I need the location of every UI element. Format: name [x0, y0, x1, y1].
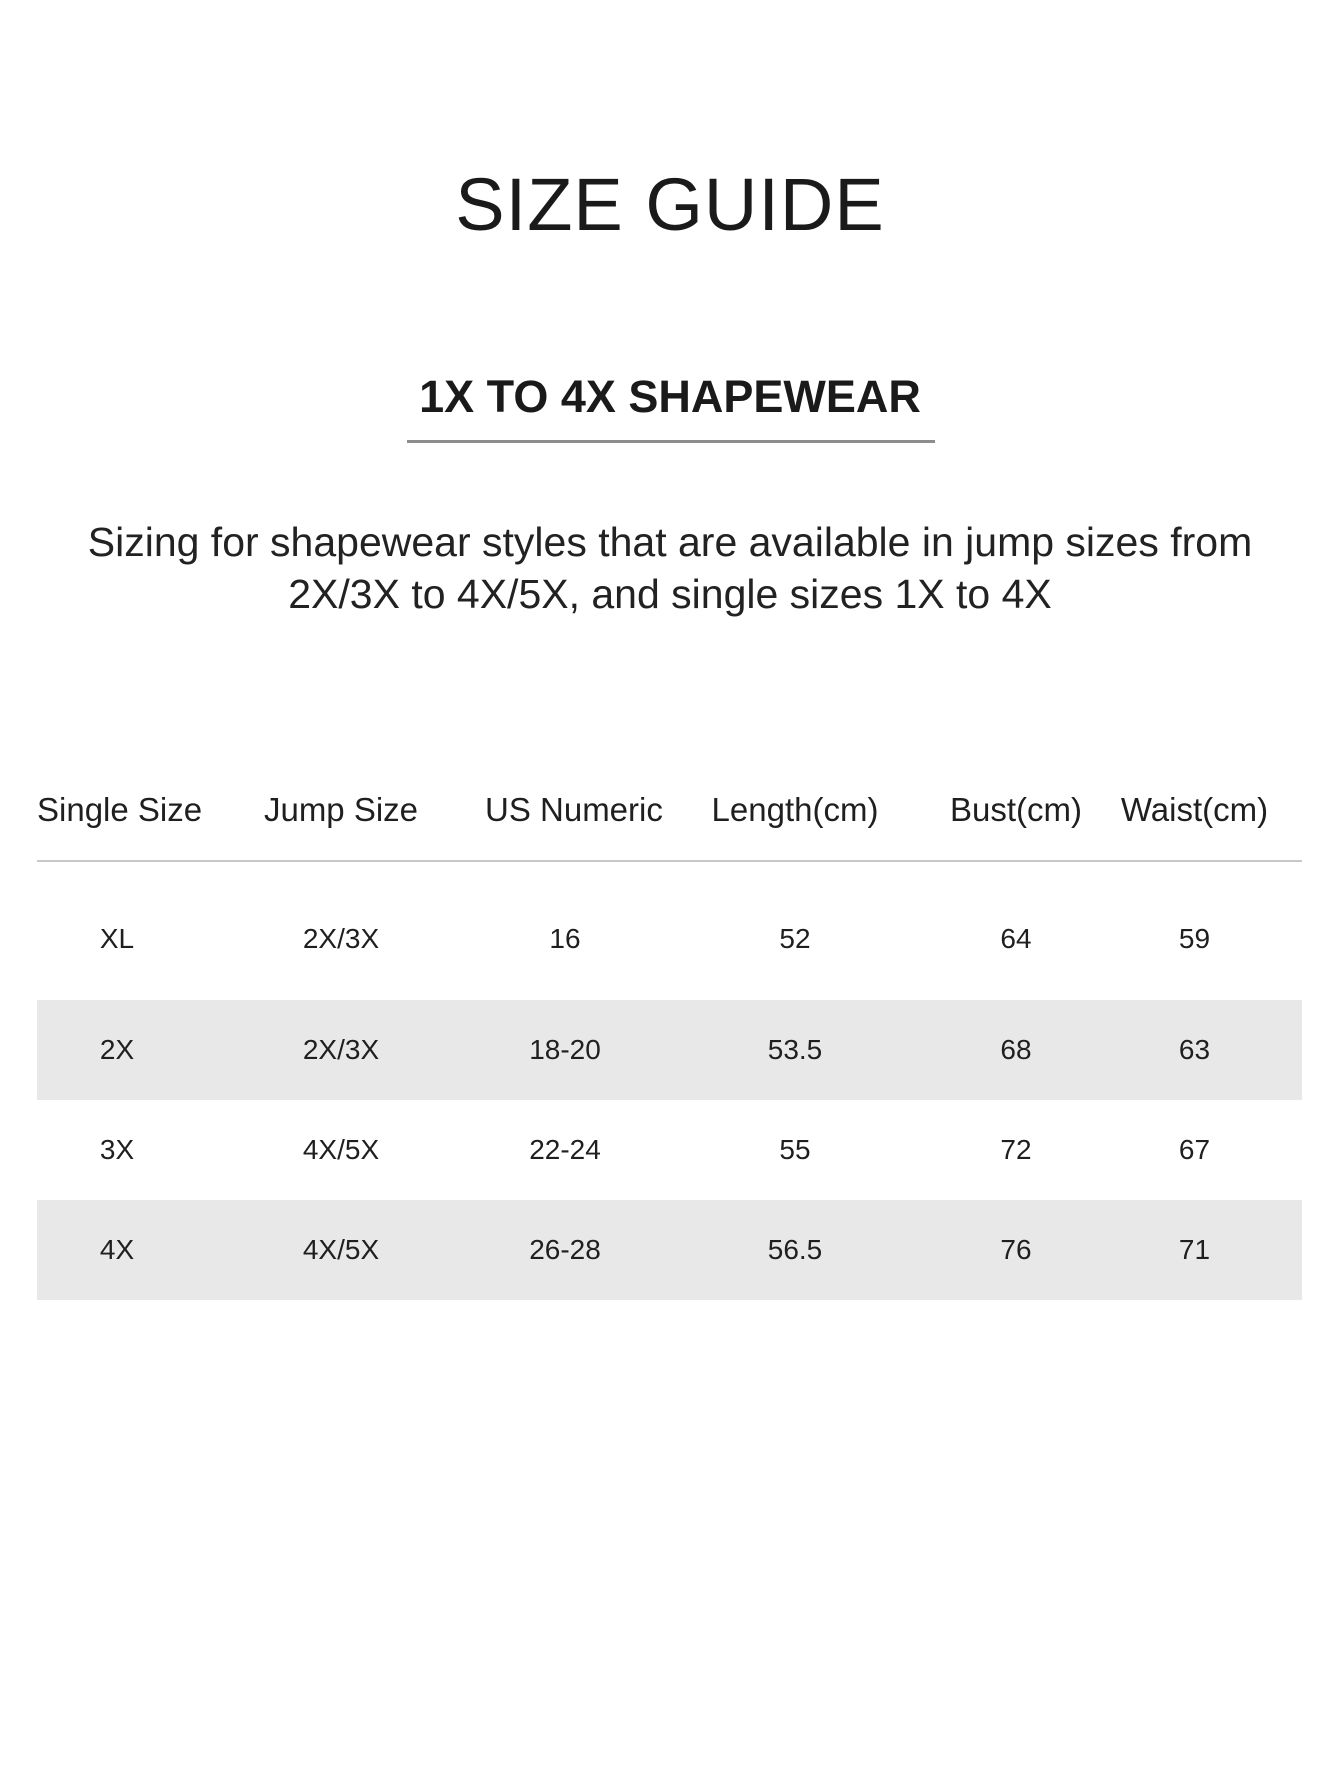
cell-bust: 64 — [1000, 923, 1032, 954]
cell-us-numeric: 26-28 — [485, 1200, 645, 1300]
header-bust: Bust(cm) — [945, 760, 1087, 861]
cell-length: 52 — [779, 923, 811, 954]
cell-jump-size: 2X/3X — [302, 923, 380, 954]
cell-us-numeric: 18-20 — [485, 1000, 645, 1100]
table-row — [37, 1200, 1302, 1300]
cell-waist: 67 — [1178, 1134, 1211, 1165]
table-row — [37, 1000, 1302, 1100]
cell-waist: 71 — [1087, 1200, 1302, 1300]
cell-jump-size: 4X/5X — [197, 1200, 485, 1300]
cell-us-numeric: 22-24 — [529, 1134, 601, 1165]
cell-bust: 68 — [945, 1000, 1087, 1100]
cell-length: 56.5 — [645, 1200, 945, 1300]
header-us-numeric: US Numeric — [485, 760, 645, 861]
page-title: SIZE GUIDE — [455, 163, 885, 246]
header-single-size: Single Size — [37, 760, 197, 861]
cell-single-size: XL — [99, 923, 135, 954]
table-row — [37, 861, 1302, 1000]
cell-single-size: 2X — [37, 1000, 197, 1100]
size-table — [37, 760, 1302, 1300]
cell-waist: 59 — [1178, 923, 1211, 954]
subtitle-underline — [407, 440, 935, 443]
header-jump-size: Jump Size — [197, 760, 485, 861]
header-length: Length(cm) — [645, 760, 945, 861]
header-waist: Waist(cm) — [1087, 760, 1302, 861]
cell-length: 53.5 — [645, 1000, 945, 1100]
cell-single-size: 3X — [99, 1134, 135, 1165]
table-row — [37, 1100, 1302, 1200]
size-description: Sizing for shapewear styles that are available in jump sizes from 2X/3X to 4X/5X, and single sizes 1X to 4X — [87, 519, 1253, 617]
table-header-row — [37, 760, 1302, 861]
cell-jump-size: 2X/3X — [197, 1000, 485, 1100]
cell-jump-size: 4X/5X — [302, 1134, 380, 1165]
cell-bust: 72 — [1000, 1134, 1032, 1165]
cell-single-size: 4X — [37, 1200, 197, 1300]
cell-waist: 63 — [1087, 1000, 1302, 1100]
section-subtitle: 1X TO 4X SHAPEWEAR — [419, 371, 921, 422]
cell-us-numeric: 16 — [549, 923, 581, 954]
cell-bust: 76 — [945, 1200, 1087, 1300]
cell-length: 55 — [779, 1134, 811, 1165]
